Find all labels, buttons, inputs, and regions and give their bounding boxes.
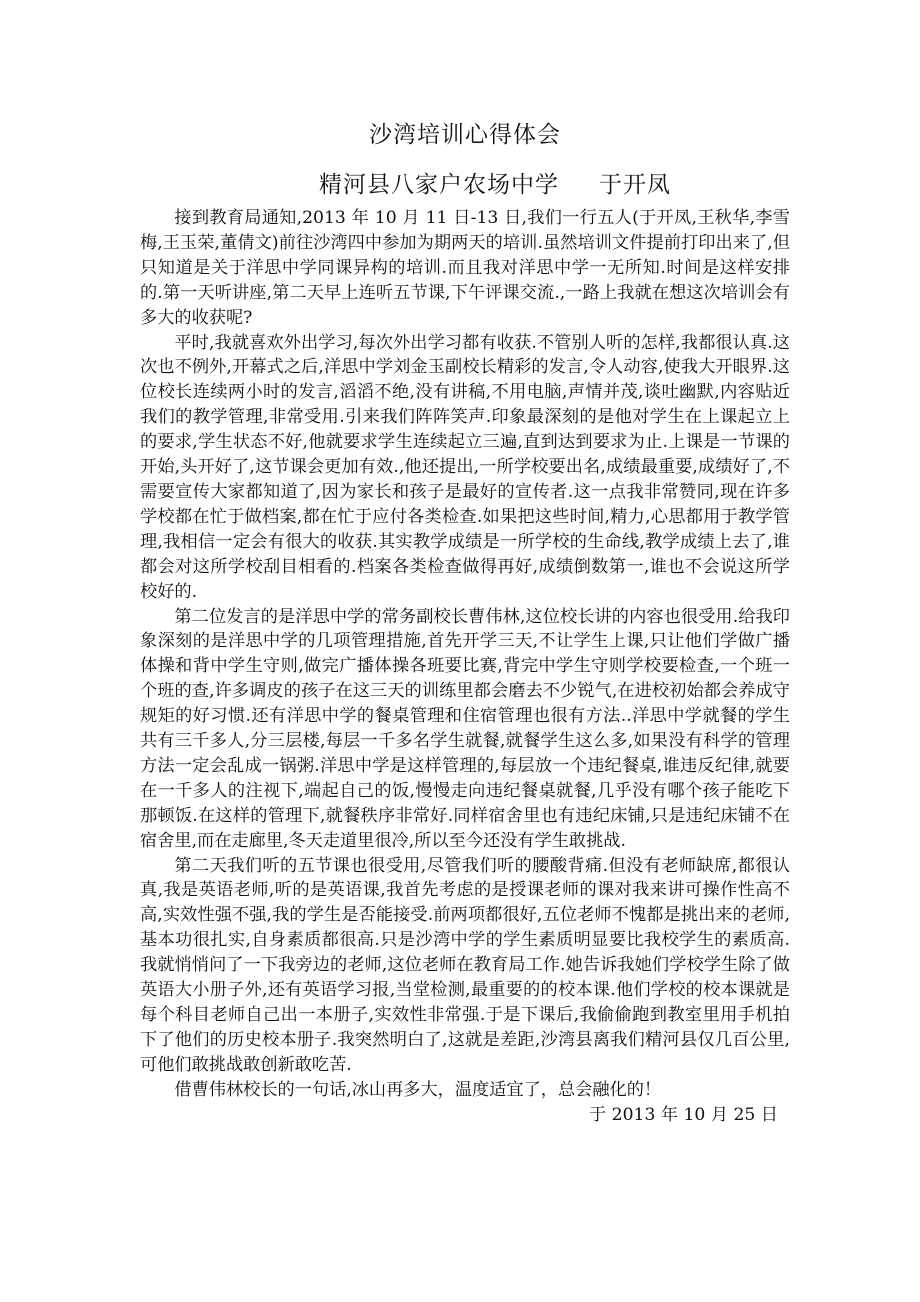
document-page — [140, 110, 790, 1128]
author-name: 于开凤 — [599, 172, 671, 198]
paragraph: 接到教育局通知,2013 年 10 月 11 日-13 日,我们一行五人(于开凤,王秋华,李雪梅,王玉荣,董倩文)前往沙湾四中参加为期两天的培训.虽然培训文件提前打印出来了,但只知道是关于洋思中学同课异构的培训.而且我对洋思中学一无所知.时间是这样安排的.第一天听讲座,第二天早上连听五节课,下午评课交流.,一路上我就在想这次培训会有多大的收获呢? — [140, 208, 790, 328]
document-date: 于 2013 年 10 月 25 日 — [588, 1104, 778, 1125]
author-line — [200, 168, 790, 202]
document-title: 沙湾培训心得体会 — [369, 122, 561, 148]
paragraph: 借曹伟林校长的一句话,冰山再多大，温度适宜了，总会融化的！ — [174, 1079, 662, 1100]
paragraph: 第二天我们听的五节课也很受用,尽管我们听的腰酸背痛.但没有老师缺席,都很认真,我是英语老师,听的是英语课,我首先考虑的是授课老师的课对我来讲可操作性高不高,实效性强不强,我的学生是否能接受.前两项都很好,五位老师不愧都是挑出来的老师,基本功很扎实,自身素质都很高.只是沙湾中学的学生素质明显要比我校学生的素质高.我就悄悄问了一下我旁边的老师,这位老师在教育局工作.她告诉我她们学校学生除了做英语大小册子外,还有英语学习报,当堂检测,最重要的的校本课.他们学校的校本课就是每个科目老师自己出一本册子,实效性非常强.于是下课后,我偷偷跑到教室里用手机拍下了他们的历史校本册子.我突然明白了,这就是差距,沙湾县离我们精河县仅几百公里,可他们敢挑战敢创新敢吃苦. — [140, 855, 790, 1075]
school-name: 精河县八家户农场中学 — [319, 172, 559, 198]
paragraph: 第二位发言的是洋思中学的常务副校长曹伟林,这位校长讲的内容也很受用.给我印象深刻的是洋思中学的几项管理措施,首先开学三天,不让学生上课,只让他们学做广播体操和背中学生守则,做完广播体操各班要比赛,背完中学生守则学校要检查,一个班一个班的查,许多调皮的孩子在这三天的训练里都会磨去不少锐气,在进校初始都会养成守规矩的好习惯.还有洋思中学的餐桌管理和住宿管理也很有方法..洋思中学就餐的学生共有三千多人,分三层楼,每层一千多名学生就餐,就餐学生这么多,如果没有科学的管理方法一定会乱成一锅粥.洋思中学是这样管理的,每层放一个违纪餐桌,谁违反纪律,就要在一千多人的注视下,端起自己的饭,慢慢走向违纪餐桌就餐,几乎没有哪个孩子能吃下那顿饭.在这样的管理下,就餐秩序非常好.同样宿舍里也有违纪床铺,只是违纪床铺不在宿舍里,而在走廊里,冬天走道里很冷,所以至今还没有学生敢挑战. — [140, 606, 790, 851]
paragraph: 平时,我就喜欢外出学习,每次外出学习都有收获.不管别人听的怎样,我都很认真.这次也不例外,开幕式之后,洋思中学刘金玉副校长精彩的发言,令人动容,使我大开眼界.这位校长连续两小时的发言,滔滔不绝,没有讲稿,不用电脑,声情并茂,谈吐幽默,内容贴近我们的教学管理,非常受用.引来我们阵阵笑声.印象最深刻的是他对学生在上课起立上的要求,学生状态不好,他就要求学生连续起立三遍,直到达到要求为止.上课是一节课的开始,头开好了,这节课会更加有效.,他还提出,一所学校要出名,成绩最重要,成绩好了,不需要宣传大家都知道了,因为家长和孩子是最好的宣传者.这一点我非常赞同,现在许多学校都在忙于做档案,都在忙于应付各类检查.如果把这些时间,精力,心思都用于教学管理,我相信一定会有很大的收获.其实教学成绩是一所学校的生命线,教学成绩上去了,谁都会对这所学校刮目相看的.档案各类检查做得再好,成绩倒数第一,谁也不会说这所学校好的. — [140, 332, 790, 602]
